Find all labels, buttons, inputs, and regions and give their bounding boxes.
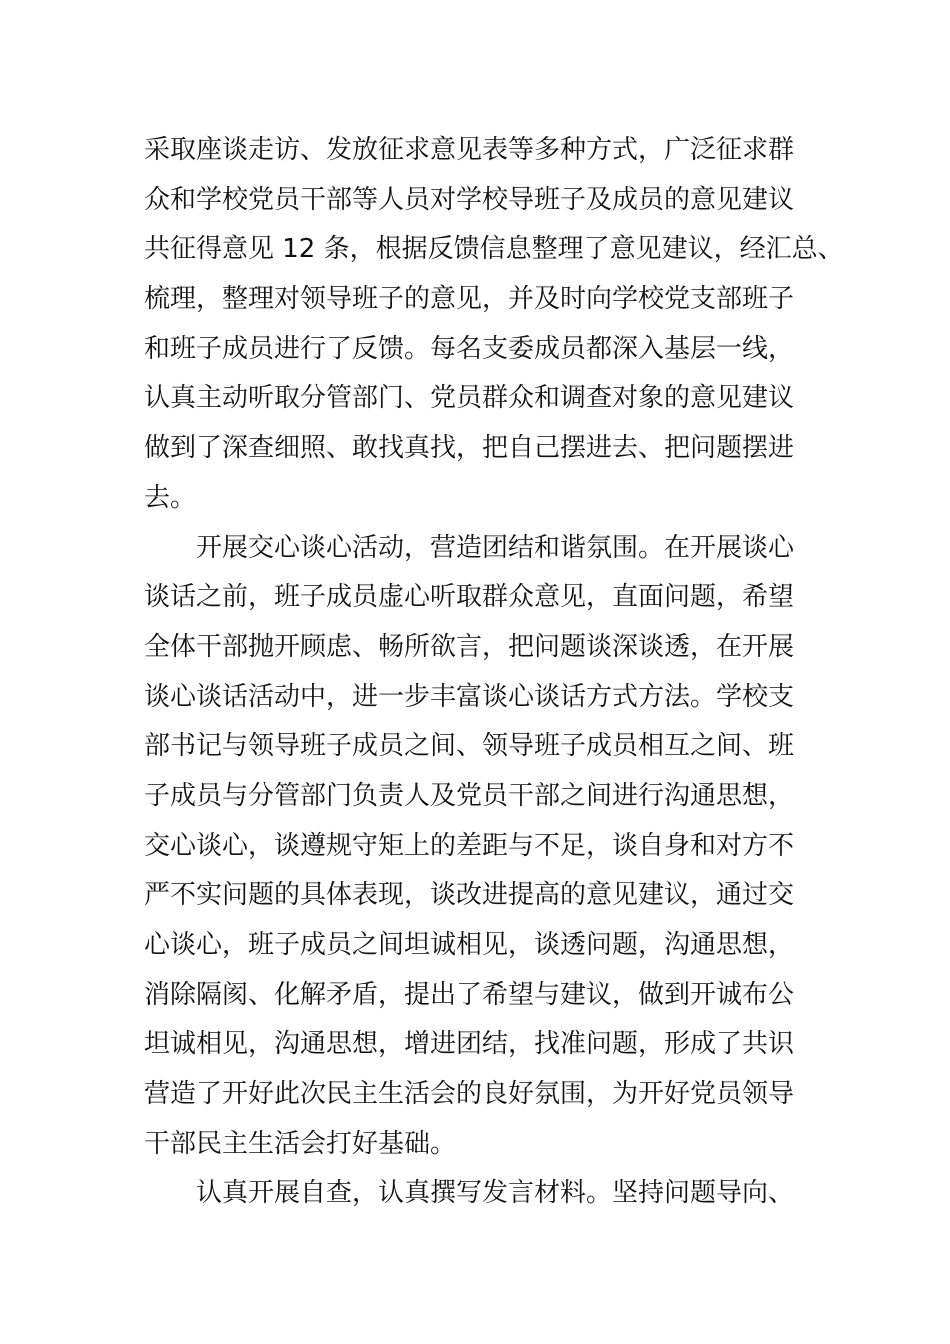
paragraph-start-line: 认真开展自查，认真撰写发言材料。坚持问题导向、 [196,1178,795,1209]
text-line: 做到了深查细照、敢找真找，把自己摆进去、把问题摆进 [144,433,795,464]
text-line: 众和学校党员干部等人员对学校导班子及成员的意见建议 [144,184,795,215]
text-line: 全体干部抛开顾虑、畅所欲言，把问题谈深谈透，在开展 [144,631,795,662]
text-line: 部书记与领导班子成员之间、领导班子成员相互之间、班 [144,731,795,762]
text-line: 采取座谈走访、发放征求意见表等多种方式，广泛征求群 [144,135,795,165]
paragraph-start-line: 开展交心谈心活动，营造团结和谐氛围。在开展谈心 [196,532,795,563]
text-line: 消除隔阂、化解矛盾，提出了希望与建议，做到开诚布公 [144,979,795,1010]
text-line: 交心谈心，谈遵规守矩上的差距与不足，谈自身和对方不 [144,830,795,861]
text-line: 认真主动听取分管部门、党员群众和调查对象的意见建议 [144,383,795,414]
text-line: 梳理，整理对领导班子的意见，并及时向学校党支部班子 [144,284,795,315]
text-line: 干部民主生活会打好基础。 [144,1128,457,1159]
document-body [144,126,844,1219]
text-line: 共征得意见 12 条，根据反馈信息整理了意见建议，经汇总、 [144,234,844,265]
text-line: 严不实问题的具体表现，谈改进提高的意见建议，通过交 [144,880,795,911]
text-line: 子成员与分管部门负责人及党员干部之间进行沟通思想， [144,780,795,811]
text-line: 坦诚相见，沟通思想，增进团结，找准问题，形成了共识 [144,1029,795,1060]
text-line: 去。 [144,482,197,513]
text-line: 心谈心，班子成员之间坦诚相见，谈透问题，沟通思想， [144,930,795,960]
text-line: 谈心谈话活动中，进一步丰富谈心谈话方式方法。学校支 [144,681,795,712]
text-line: 和班子成员进行了反馈。每名支委成员都深入基层一线， [144,333,795,364]
text-line: 谈话之前，班子成员虚心听取群众意见，直面问题，希望 [144,582,795,613]
text-line: 营造了开好此次民主生活会的良好氛围，为开好党员领导 [144,1079,795,1110]
